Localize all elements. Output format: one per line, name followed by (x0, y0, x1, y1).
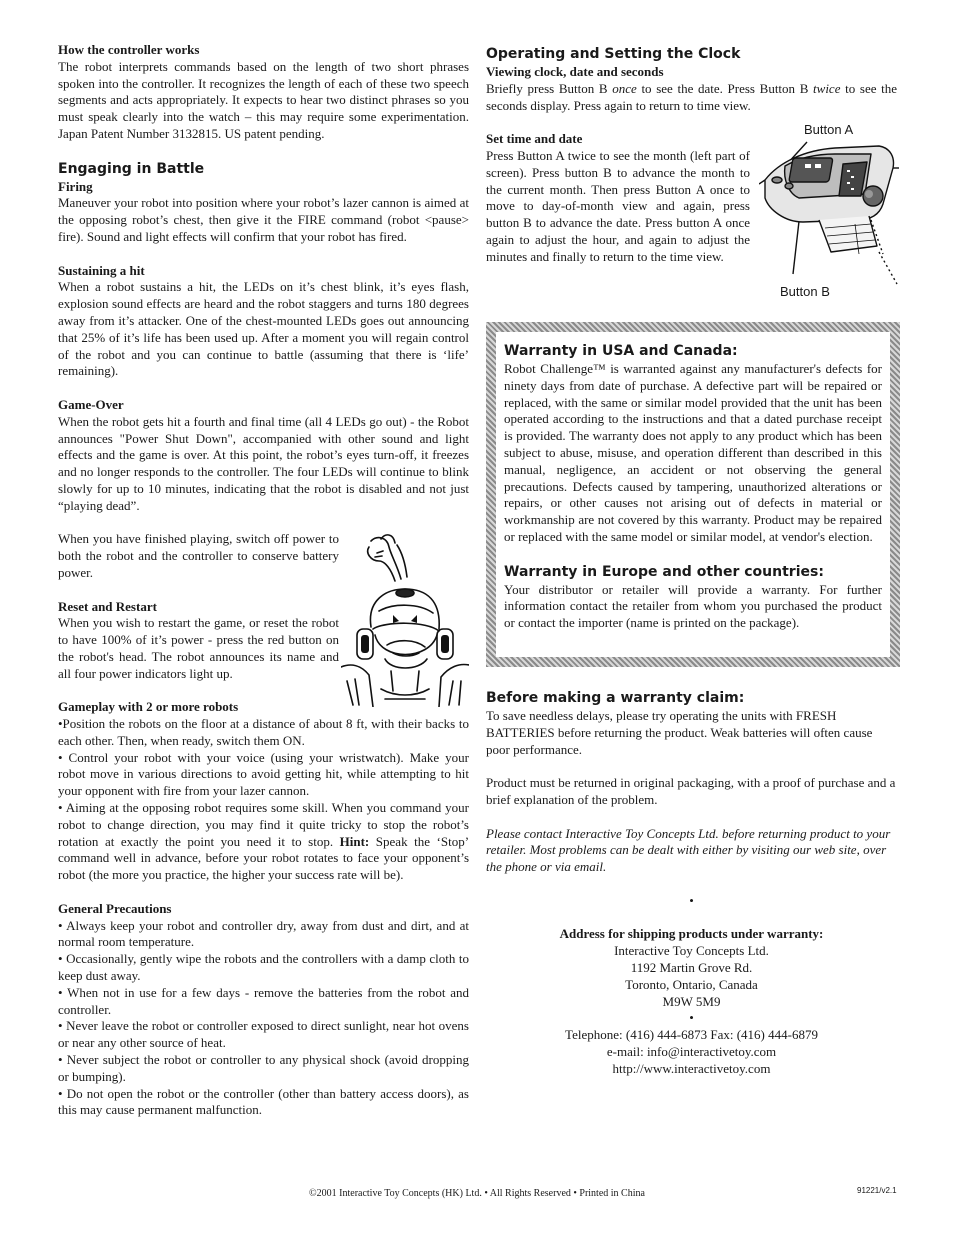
battle-heading: Engaging in Battle (58, 160, 205, 177)
switchoff-body: When you have finished playing, switch off power to both the robot and the controller to conserve battery power. (58, 531, 339, 580)
address-bullet-2: • (689, 1010, 694, 1026)
gameplay-item-1: •Position the robots on the floor at a distance of about 8 ft, with their backs to each other. Then, when ready, switch them ON. (58, 716, 469, 748)
reset-body: When you wish to restart the game, or reset the robot to have 100% of it’s power - press the red button on the robot's head. The robot announces its name and all four power indicators light up. (58, 615, 339, 681)
clock-view-once: once (612, 80, 637, 96)
address-line: Toronto, Ontario, Canada (625, 976, 758, 992)
warranty-box (486, 322, 900, 667)
warranty-europe-heading: Warranty in Europe and other countries: (504, 563, 824, 580)
contact-phone: Telephone: (416) 444-6873 Fax: (416) 444-6879 (565, 1027, 818, 1043)
clock-view-b: to see the date. Press Button B (641, 80, 809, 96)
controller-body: The robot interprets commands based on the length of two short phrases spoken into the controller. It recognizes the length of each of these two speech segments and acts appropriately. It expects to hear two distinct phrases so you must speak clearly into the watch – this may require some experimentation. Japan Patent Number 3132815. US patent pending. (58, 58, 469, 141)
clock-heading: Operating and Setting the Clock (486, 46, 741, 62)
precaution-item: • When not in use for a few days - remove the batteries from the robot and controller. (58, 984, 469, 1017)
precautions-heading: General Precautions (58, 900, 172, 916)
claim-p2: Product must be returned in original packaging, with a proof of purchase and a brief explanation of the problem. (486, 775, 896, 807)
address-bullet: • (689, 892, 694, 908)
precaution-item: • Occasionally, gently wipe the robots and the controllers with a damp cloth to keep dust away. (58, 951, 469, 984)
hit-body: When a robot sustains a hit, the LEDs on it’s chest blink, it’s eyes flash, explosion sound effects are heard and the robot staggers and turns 180 degrees away from it’s attacker. One of the chest-mounted LEDs goes out announcing that 25% of it’s life has been used up. After a moment you will regain control of the robot and you can continue to battle (assuming that there is ‘life’ remaining). (58, 279, 469, 379)
precaution-item: • Never leave the robot or controller exposed to direct sunlight, near hot ovens or near any other source of heat. (58, 1018, 469, 1051)
button-b-label: Button B (780, 284, 830, 299)
address-line: M9W 5M9 (662, 993, 721, 1009)
reset-title: Reset and Restart (58, 598, 157, 614)
claim-p1: To save needless delays, please try operating the units with FRESH BATTERIES before returning the product. Weak batteries will often cause poor performance. (486, 708, 873, 757)
contact-email[interactable]: e-mail: info@interactivetoy.com (606, 1043, 777, 1059)
claim-heading: Before making a warranty claim: (486, 690, 745, 706)
controller-heading: How the controller works (58, 42, 200, 57)
address-line: 1192 Martin Grove Rd. (630, 959, 753, 975)
clock-view-twice: twice (813, 80, 841, 96)
version-code: 91221/v2.1 (857, 1186, 897, 1195)
robot-head-illustration (341, 531, 469, 707)
claim-p3: Please contact Interactive Toy Concepts Ltd. before returning product to your retailer. Most problems can be dealt with either by visiting our web site, over the phone or via email. (486, 825, 891, 875)
gameplay-item-3-a: • Aiming at the opposing robot requires some skill. When you command your robot to change direction, you may find it quite tricky to stop the robot’s rotation at exactly the point you need it to stop. (58, 800, 469, 849)
left-column (58, 42, 469, 1119)
address-title: Address for shipping products under warranty: (559, 926, 824, 942)
warranty-europe-body: Your distributor or retailer will provide a warranty. For further information contact the retailer from whom you purchased the product or contact the importer (name is printed on the package). (504, 581, 882, 631)
warranty-usa-heading: Warranty in USA and Canada: (504, 343, 738, 359)
gameplay-heading: Gameplay with 2 or more robots (58, 699, 239, 715)
clock-view-body (486, 81, 897, 115)
clock-view-a: Briefly press Button B (486, 80, 608, 96)
firing-body: Maneuver your robot into position where your robot’s lazer cannon is aimed at the opposing robot’s chest, then give it the FIRE command (robot <pause> fire). Sound and light effects will confirm that your robot has fired. (58, 195, 469, 244)
gameover-title: Game-Over (58, 396, 124, 412)
right-column (486, 45, 898, 299)
gameplay-item-3 (58, 800, 469, 884)
firing-title: Firing (58, 178, 93, 194)
address-line: Interactive Toy Concepts Ltd. (614, 943, 769, 959)
wristwatch-controller-illustration (759, 124, 899, 306)
copyright-footer: ©2001 Interactive Toy Concepts (HK) Ltd. • All Rights Reserved • Printed in China (309, 1188, 645, 1199)
warranty-usa-body: Robot Challenge™ is warranted against any manufacturer's defects for ninety days from date of purchase. A defective part will be repaired or replaced, with the same or similar model provided that the unit has been operated according to the instructions and that a dated purchase receipt is provided. The warranty does not apply to any product which has been subject to abuse, misuse, and operation different than described in this manual, negligence, an accident or not observing the general precautions. Defects caused by tampering, unauthorized alterations or repairs, or other causes not arising out of defects in material or workmanship are not covered by this warranty. Product may be repaired or replaced with the same model or similar model, at vendor's election. (504, 361, 882, 544)
clock-view-title: Viewing clock, date and seconds (486, 64, 664, 79)
warranty-box-inner (496, 332, 890, 657)
gameplay-item-3-b: Speak the ‘Stop’ command well in advance, before your robot rotates to face your opponent’s robot (the more you practice, the higher your success rate will be). (58, 833, 470, 883)
clock-view-c: to see the seconds display. Press again to return to time view. (486, 80, 898, 113)
set-time-body: Press Button A twice to see the month (left part of screen). Press button B to advance the month to the current month. Then press Button A once to move to day-of-month view and again, press button B to advance the date. Press button A once again to adjust the hour, and again to adjust the minutes and finally to return to the time view. (486, 147, 750, 264)
hint-label: Hint: (339, 833, 370, 849)
set-time-title: Set time and date (486, 131, 583, 147)
hit-title: Sustaining a hit (58, 262, 145, 278)
gameover-body: When the robot gets hit a fourth and final time (all 4 LEDs go out) - the Robot announces "Power Shut Down", accompanied with other sound and light effects and the game is over. At this point, the robot’s eyes turn-off, it freezes and no longer responds to the controller. The four LEDs will continue to blink slowly for up to 10 minutes, indicating that the robot is disabled and not just “playing dead”. (58, 413, 469, 513)
claim-section (486, 689, 897, 1078)
contact-website[interactable]: http://www.interactivetoy.com (612, 1060, 771, 1076)
precaution-item: • Always keep your robot and controller dry, away from dust and dirt, and at normal room temperature. (58, 917, 469, 950)
precaution-item: • Do not open the robot or the controller (other than battery access doors), as this may cause permanent malfunction. (58, 1085, 469, 1118)
button-a-label: Button A (804, 122, 854, 137)
precaution-item: • Never subject the robot or controller to any physical shock (avoid dropping or bumping). (58, 1052, 469, 1084)
switchoff-reset-block (58, 531, 469, 682)
gameplay-item-2: • Control your robot with your voice (using your wristwatch). Make your robot move in various directions to avoid getting hit, while attempting to hit your opponent with fire from your lazer cannon. (58, 749, 469, 799)
